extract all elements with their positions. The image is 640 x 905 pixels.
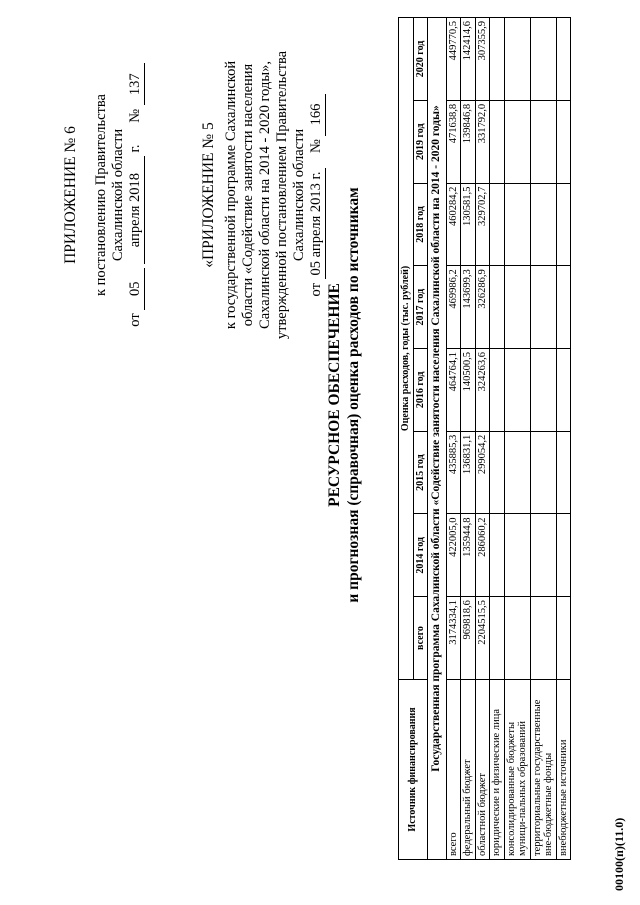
year-value-cell <box>556 18 571 101</box>
year-value-cell <box>504 100 530 183</box>
year-value-cell: 435885,3 <box>446 431 461 514</box>
year-value-cell <box>556 349 571 432</box>
appendix-6-number: 137 <box>127 63 145 105</box>
program-title: Государственная программа Сахалинской области «Содействие занятости населения Сахалинской области на 2014 - 2020 годы» <box>428 18 447 860</box>
appendix-6-line1: к постановлению Правительства <box>93 94 109 296</box>
table-row <box>446 18 461 860</box>
year-value-cell <box>530 183 556 266</box>
year-value-cell: 464764,1 <box>446 349 461 432</box>
header-source: Источник финансирования <box>399 679 428 859</box>
appendix-5-number: 166 <box>308 94 326 136</box>
funding-source-cell: всего <box>446 679 461 859</box>
year-value-cell <box>490 18 505 101</box>
year-value-cell <box>504 431 530 514</box>
year-value-cell: 324263,6 <box>475 349 490 432</box>
header-estimate-group: Оценка расходов, годы (тыс. рублей) <box>399 18 414 680</box>
year-value-cell: 139846,8 <box>461 100 476 183</box>
header-year: 2018 год <box>413 183 428 266</box>
appendix-5-number-label: № <box>308 139 324 154</box>
header-year: 2020 год <box>413 18 428 101</box>
year-value-cell <box>504 183 530 266</box>
header-year: 2016 год <box>413 349 428 432</box>
year-value-cell: 307355,9 <box>475 18 490 101</box>
year-value-cell <box>530 266 556 349</box>
year-value-cell <box>504 18 530 101</box>
year-value-cell: 130581,5 <box>461 183 476 266</box>
funding-source-cell: внебюджетные источники <box>556 679 571 859</box>
appendix-6-date-line <box>127 45 145 345</box>
funding-source-cell: федеральный бюджет <box>461 679 476 859</box>
appendix-6-day: 05 <box>127 268 145 310</box>
funding-source-cell: юридические и физические лица <box>490 679 505 859</box>
year-value-cell <box>490 514 505 597</box>
total-value-cell <box>504 597 530 680</box>
appendix-5-line5: Сахалинской области <box>291 128 307 262</box>
year-value-cell <box>490 100 505 183</box>
year-value-cell <box>530 18 556 101</box>
total-value-cell <box>490 597 505 680</box>
header-year: 2017 год <box>413 266 428 349</box>
year-value-cell <box>490 183 505 266</box>
document-title-line1: РЕСУРСНОЕ ОБЕСПЕЧЕНИЕ <box>326 283 343 507</box>
year-value-cell <box>556 183 571 266</box>
document-title <box>325 35 363 755</box>
year-value-cell <box>504 349 530 432</box>
appendix-5-line1: к государственной программе Сахалинской <box>223 60 239 330</box>
funding-source-cell: консолидированные бюджеты муници-пальных образований <box>504 679 530 859</box>
appendix-6-title: ПРИЛОЖЕНИЕ № 6 <box>62 126 79 264</box>
funding-source-cell: территориальные государственные вне-бюджетные фонды <box>530 679 556 859</box>
appendix-5-line3: Сахалинской области на 2014 - 2020 годы», <box>257 61 273 329</box>
year-value-cell <box>556 100 571 183</box>
appendix-5-date: 05 апреля 2013 г. <box>308 168 326 280</box>
year-value-cell <box>490 266 505 349</box>
table-row <box>504 18 530 860</box>
year-value-cell: 142414,6 <box>461 18 476 101</box>
year-value-cell <box>504 514 530 597</box>
total-value-cell: 969818,6 <box>461 597 476 680</box>
year-value-cell <box>530 349 556 432</box>
year-value-cell: 460284,2 <box>446 183 461 266</box>
header-year: 2019 год <box>413 100 428 183</box>
year-value-cell: 331792,0 <box>475 100 490 183</box>
year-value-cell <box>530 100 556 183</box>
appendix-6-month-year: апреля 2018 <box>127 156 145 264</box>
appendix-5-line2: области «Содействие занятости населения <box>240 63 256 327</box>
appendix-5-block <box>200 25 326 365</box>
year-value-cell <box>490 349 505 432</box>
year-value-cell <box>556 431 571 514</box>
year-value-cell: 136831,1 <box>461 431 476 514</box>
year-value-cell <box>490 431 505 514</box>
header-year: 2014 год <box>413 514 428 597</box>
appendix-5-from-label: от <box>308 283 324 297</box>
header-total: всего <box>413 597 428 680</box>
year-value-cell <box>556 514 571 597</box>
funding-source-cell: областной бюджет <box>475 679 490 859</box>
year-value-cell: 299054,2 <box>475 431 490 514</box>
document-title-line2: и прогнозная (справочная) оценка расходов по источникам <box>345 187 362 603</box>
total-value-cell: 3174334,1 <box>446 597 461 680</box>
appendix-6-block <box>62 45 145 345</box>
total-value-cell <box>556 597 571 680</box>
appendix-6-line2: Сахалинской области <box>110 128 126 262</box>
year-value-cell: 471638,8 <box>446 100 461 183</box>
funding-table <box>398 17 571 860</box>
appendix-6-year-suffix: г. <box>127 144 143 153</box>
table-row <box>461 18 476 860</box>
total-value-cell <box>530 597 556 680</box>
year-value-cell <box>504 266 530 349</box>
appendix-5-title: «ПРИЛОЖЕНИЕ № 5 <box>200 122 217 268</box>
year-value-cell: 422005,0 <box>446 514 461 597</box>
year-value-cell: 449770,5 <box>446 18 461 101</box>
footer-code: 00100(п)(11.0) <box>612 817 626 891</box>
header-year: 2015 год <box>413 431 428 514</box>
table-body <box>428 18 571 860</box>
year-value-cell <box>556 266 571 349</box>
total-value-cell: 2204515,5 <box>475 597 490 680</box>
year-value-cell: 326286,9 <box>475 266 490 349</box>
year-value-cell <box>530 514 556 597</box>
year-value-cell: 143699,3 <box>461 266 476 349</box>
year-value-cell: 286060,2 <box>475 514 490 597</box>
year-value-cell: 469986,2 <box>446 266 461 349</box>
appendix-5-line4: утвержденной постановлением Правительства <box>274 50 290 340</box>
table-row <box>530 18 556 860</box>
appendix-6-number-label: № <box>127 108 143 123</box>
table-row <box>490 18 505 860</box>
appendix-5-date-line <box>308 25 326 365</box>
year-value-cell: 135944,8 <box>461 514 476 597</box>
year-value-cell: 140500,5 <box>461 349 476 432</box>
appendix-6-from-label: от <box>127 313 143 327</box>
year-value-cell: 329702,7 <box>475 183 490 266</box>
table-row <box>475 18 490 860</box>
table-row <box>556 18 571 860</box>
program-title-row <box>428 18 447 860</box>
year-value-cell <box>530 431 556 514</box>
